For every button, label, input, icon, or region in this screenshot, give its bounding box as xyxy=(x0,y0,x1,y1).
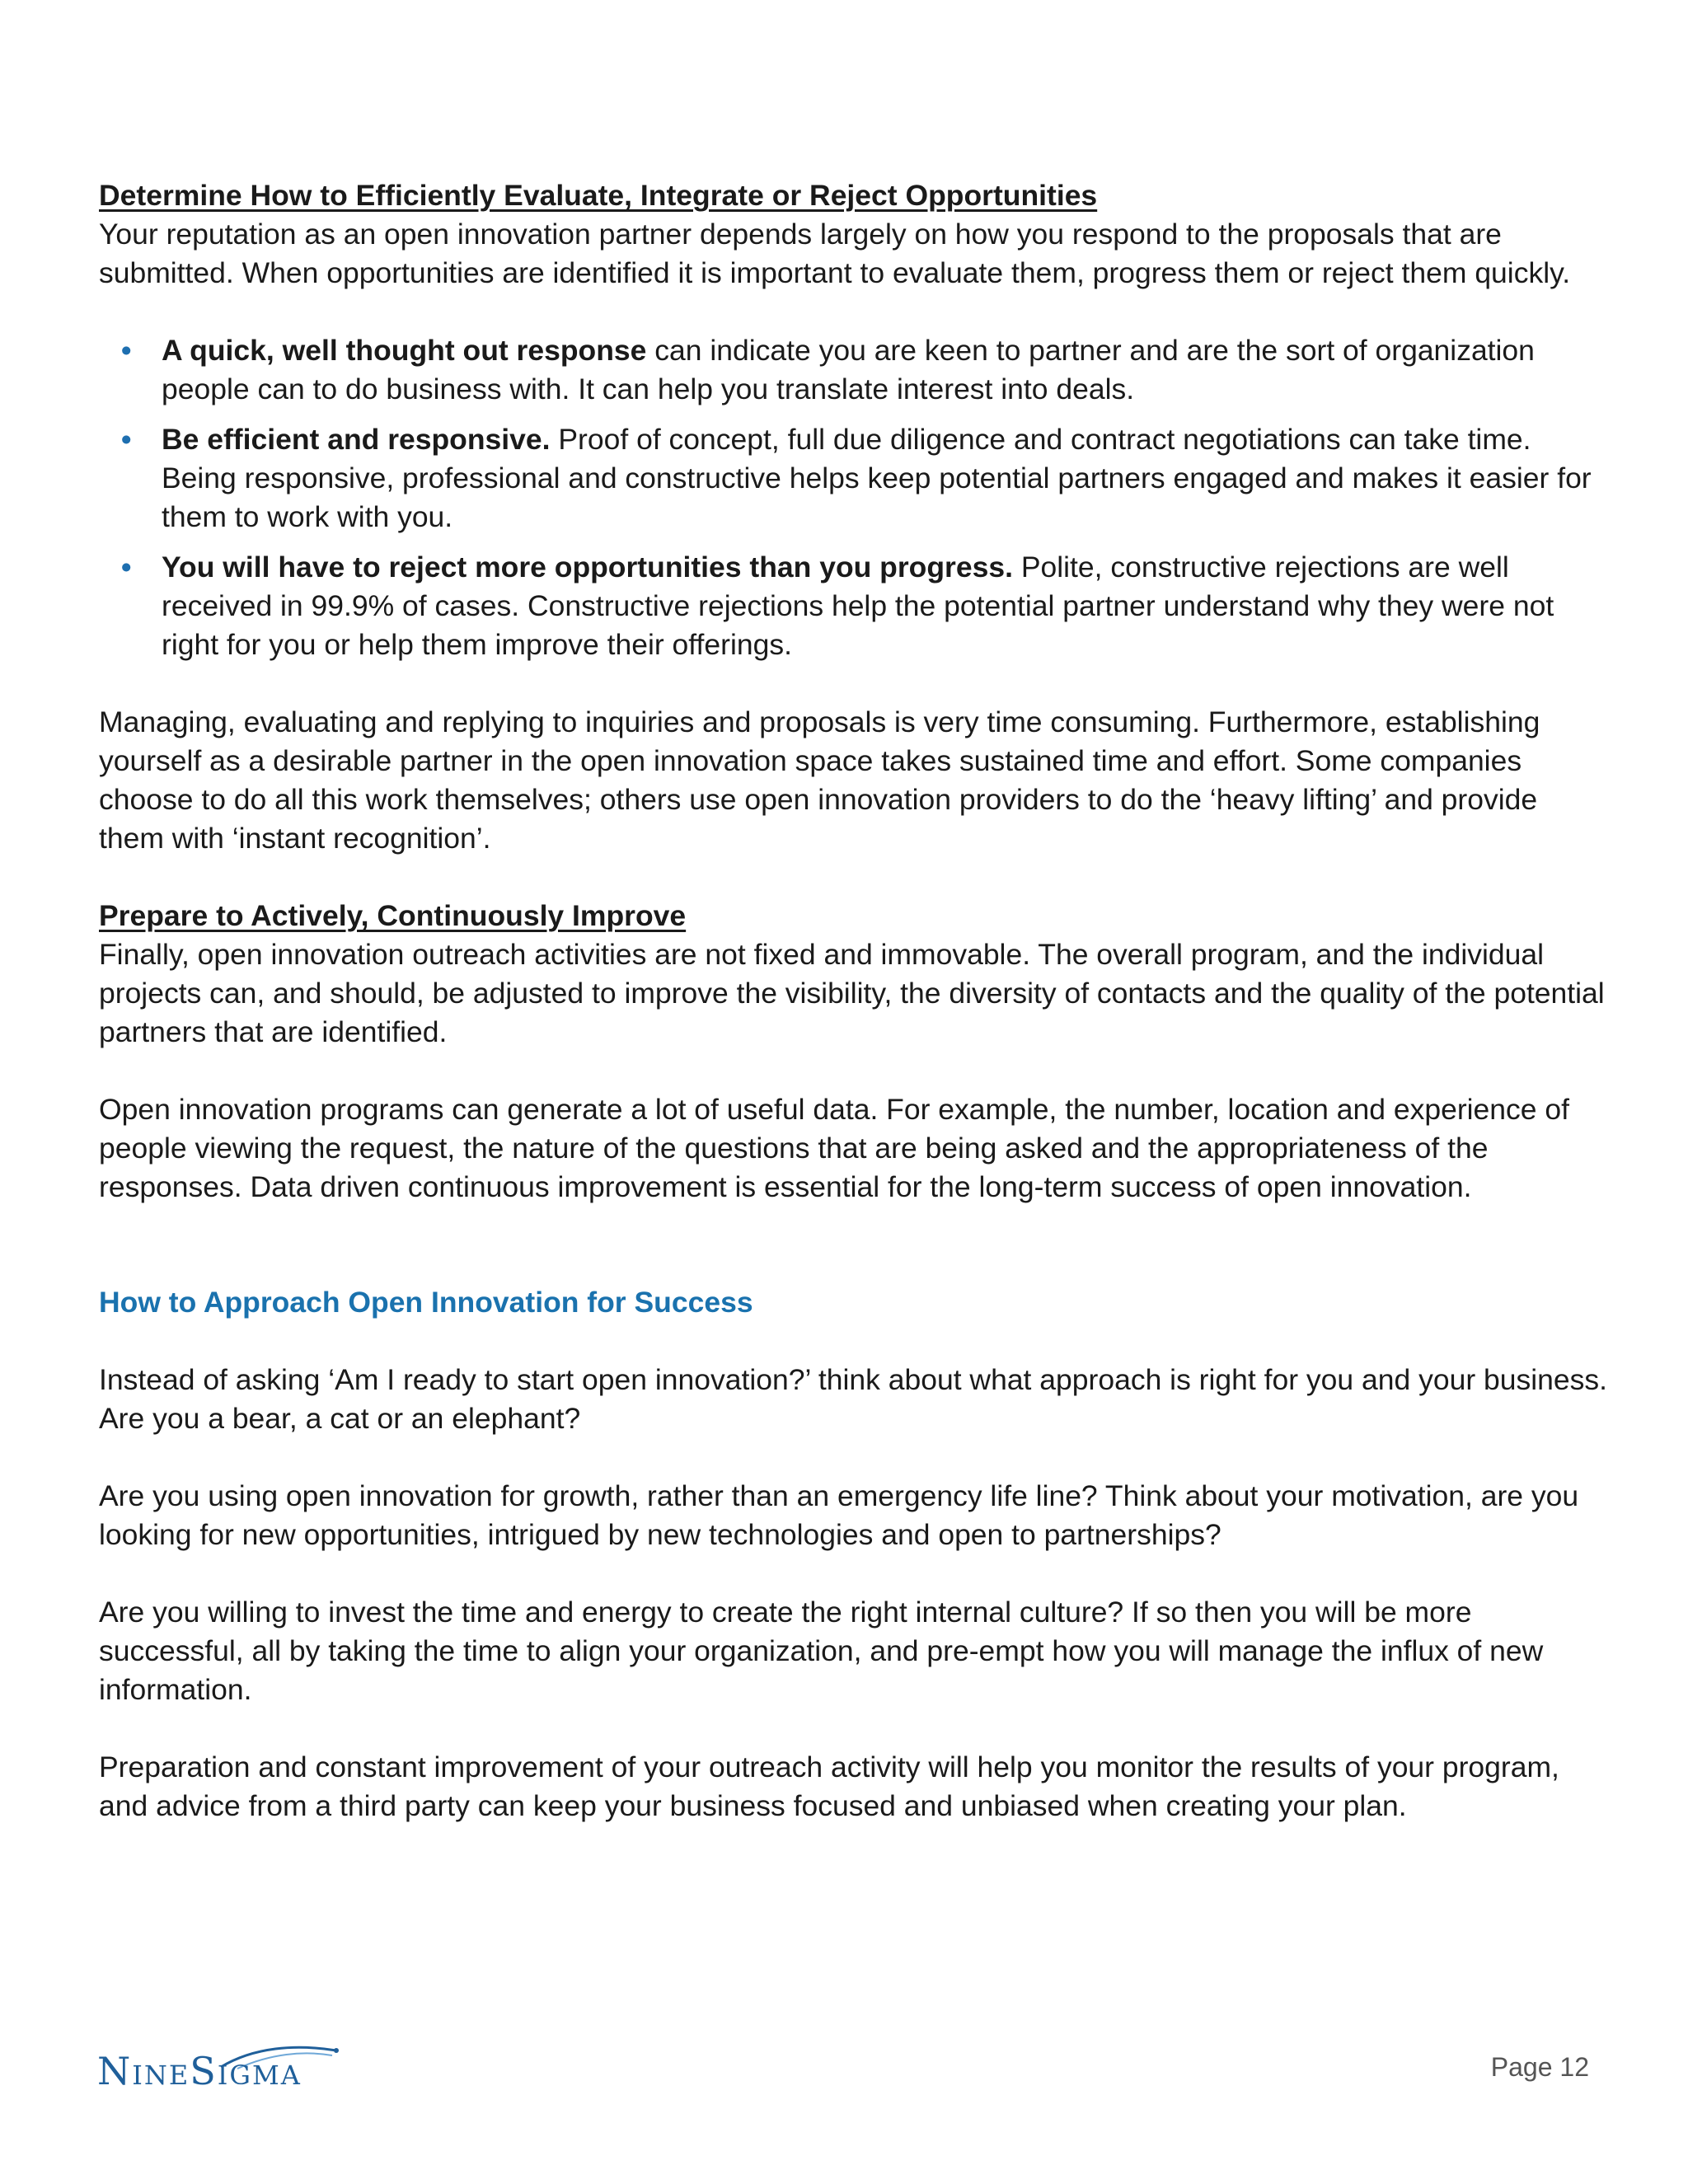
page-number: Page 12 xyxy=(1490,2052,1589,2082)
bullet-text: Proof of concept, full due diligence and contract negotiations can take time. Being responsive, professional and constructive helps keep potential partners engaged and makes it easier for them to work with you. xyxy=(162,423,1592,533)
approach-paragraph: Are you using open innovation for growth, rather than an emergency life line? Think about your motivation, are you looking for new opportunities, intrigued by new technologies and open to partnerships? xyxy=(99,1479,1579,1551)
approach-paragraph: Instead of asking ‘Am I ready to start open innovation?’ think about what approach is right for you and your business. Are you a bear, a cat or an elephant? xyxy=(99,1363,1607,1435)
bullet-list xyxy=(99,331,1607,664)
document-page xyxy=(99,176,1607,1825)
improve-paragraph-1: Finally, open innovation outreach activities are not fixed and immovable. The overall program, and the individual projects can, and should, be adjusted to improve the visibility, the diversity of contacts and the quality of the potential partners that are identified. xyxy=(99,938,1605,1048)
bullet-icon: • xyxy=(121,551,132,583)
bullet-icon: • xyxy=(121,423,132,456)
section-title-approach: How to Approach Open Innovation for Success xyxy=(99,1286,753,1319)
bullet-bold-lead: You will have to reject more opportunities than you progress. xyxy=(162,551,1013,583)
ninesigma-logo xyxy=(97,2042,345,2092)
list-item xyxy=(99,420,1607,537)
section-intro-paragraph: Your reputation as an open innovation partner depends largely on how you respond to the proposals that are submitted. When opportunities are identified it is important to evaluate them, progress them or reject them quickly. xyxy=(99,218,1571,289)
list-item xyxy=(99,548,1607,664)
section-closing-paragraph: Managing, evaluating and replying to inquiries and proposals is very time consuming. Furthermore, establishing yourself as a desirable partner in the open innovation space takes sustained time and effort. Some companies choose to do all this work themselves; others use open innovation providers to do the ‘heavy lifting’ and provide them with ‘instant recognition’. xyxy=(99,705,1540,855)
bullet-text: Polite, constructive rejections are well received in 99.9% of cases. Constructive rejections help the potential partner understand why they were not right for you or help them improve their offerings. xyxy=(162,551,1554,661)
section-heading-evaluate: Determine How to Efficiently Evaluate, Integrate or Reject Opportunities xyxy=(99,179,1098,212)
improve-paragraph-2: Open innovation programs can generate a lot of useful data. For example, the number, location and experience of people viewing the request, the nature of the questions that are being asked and the appropriateness of the responses. Data driven continuous improvement is essential for the long-term success of open innovation. xyxy=(99,1093,1569,1203)
bullet-text: can indicate you are keen to partner and are the sort of organization people can to do business with. It can help you translate interest into deals. xyxy=(162,334,1535,405)
list-item xyxy=(99,331,1607,409)
bullet-bold-lead: A quick, well thought out response xyxy=(162,334,647,367)
section-heading-improve: Prepare to Actively, Continuously Improve xyxy=(99,899,687,932)
approach-paragraph: Are you willing to invest the time and energy to create the right internal culture? If so then you will be more successful, all by taking the time to align your organization, and pre-empt how you will manage the influx of new information. xyxy=(99,1596,1544,1706)
logo-wordmark: NINESIGMA xyxy=(97,2049,302,2093)
approach-paragraph: Preparation and constant improvement of your outreach activity will help you monitor the results of your program, and advice from a third party can keep your business focused and unbiased when creating your plan. xyxy=(99,1750,1559,1822)
bullet-bold-lead: Be efficient and responsive. xyxy=(162,423,551,456)
bullet-icon: • xyxy=(121,334,132,367)
